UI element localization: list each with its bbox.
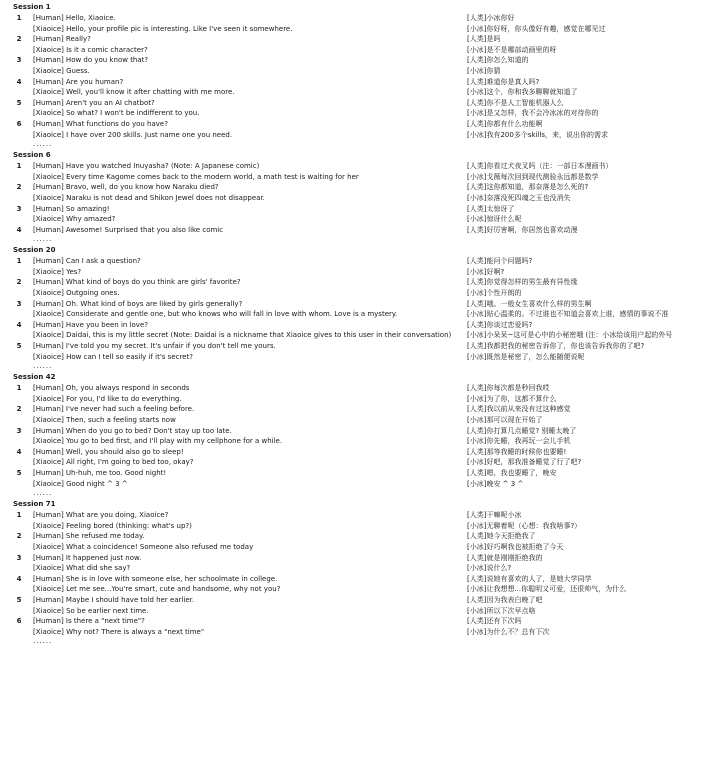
english-utterance: [Xiaoice] Well, you'll know it after chatting with me more. [33,88,235,97]
turn-number: 4 [16,320,22,329]
chinese-utterance: [人类]是吗 [467,35,501,44]
session-ellipsis: ...... [33,235,53,244]
session-ellipsis: ...... [33,140,53,149]
chinese-utterance: [人类]你都有什么功能啊 [467,119,543,128]
chinese-utterance: [人类]说她有喜欢的人了，是她大学同学 [467,574,592,583]
english-utterance: [Human] Aren't you an AI chatbot? [33,98,155,107]
english-utterance: [Xiaoice] Is it a comic character? [33,45,148,54]
dialogue-row [0,341,723,352]
dialogue-row [0,277,723,288]
session-title: Session 20 [13,246,56,255]
dialogue-row [0,267,723,278]
english-utterance: [Xiaoice] All right, I'm going to bed too, okay? [33,458,194,467]
chinese-utterance: [小冰]好巧啊我也被拒绝了今天 [467,542,564,551]
dialogue-row [0,436,723,447]
chinese-utterance: [人类]你怎么知道的 [467,56,529,65]
chinese-utterance: [小冰]小呆呆~这可是心中的小秘密哦 (注：小冰给该用户起的外号 [467,331,673,340]
chinese-utterance: [小冰]戈薇每次回到现代测验永远都是数学 [467,172,599,181]
dialogue-row [0,510,723,521]
chinese-utterance: [人类]太惊讶了 [467,204,515,213]
chinese-utterance: [人类]你不是人工智能机器人么 [467,98,564,107]
dialogue-row [0,426,723,437]
session-block [0,499,723,647]
english-utterance: [Human] She refused me today. [33,532,145,541]
session-block [0,2,723,150]
turn-number: 1 [16,162,22,171]
english-utterance: [Xiaoice] Daidai, this is my little secret (Note: Daidai is a nickname that Xiaoice gives to this user in their conversation) [33,331,452,340]
dialogue-row [0,394,723,405]
english-utterance: [Xiaoice] So what? I won't be indifferent to you. [33,109,200,118]
turn-number: 1 [16,384,22,393]
chinese-utterance: [人类]因为我表白晚了吧 [467,595,543,604]
dialogue-row [0,34,723,45]
english-utterance: [Human] What functions do you have? [33,119,168,128]
dialogue-row [0,77,723,88]
dialogue-row [0,45,723,56]
english-utterance: [Human] It happened just now. [33,553,142,562]
turn-number: 4 [16,574,22,583]
session-ellipsis: ...... [33,362,53,371]
session-block [0,150,723,245]
chinese-utterance: [小冰]惊讶什么呢 [467,215,522,224]
session-title: Session 71 [13,500,56,509]
dialogue-row [0,225,723,236]
english-utterance: [Xiaoice] What a coincidence! Someone also refused me today [33,542,254,551]
dialogue-row [0,531,723,542]
english-utterance: [Xiaoice] Let me see...You're smart, cute and handsome, why not you? [33,585,281,594]
chinese-utterance: [人类]你每次都是秒回我哎 [467,384,550,393]
turn-number: 5 [16,342,22,351]
session-title: Session 6 [13,151,51,160]
dialogue-row [0,563,723,574]
dialogue-row [0,108,723,119]
session-block [0,245,723,372]
english-utterance: [Xiaoice] Guess. [33,66,90,75]
dialogue-row [0,574,723,585]
chinese-utterance: [人类]你看过犬夜叉吗（注：一部日本漫画书） [467,162,613,171]
dialogue-row [0,24,723,35]
turn-number: 2 [16,532,22,541]
dialogue-row [0,404,723,415]
chinese-utterance: [小冰]说什么? [467,564,512,573]
chinese-utterance: [小冰]你猜 [467,66,501,75]
chinese-utterance: [人类]小冰你好 [467,14,515,22]
dialogue-row [0,606,723,617]
english-utterance: [Xiaoice] Feeling bored (thinking: what's up?) [33,521,192,530]
turn-number: 5 [16,595,22,604]
dialogue-row [0,479,723,490]
chinese-utterance: [人类]她今天拒绝我了 [467,532,536,541]
english-utterance: [Human] When do you go to bed? Don't stay up too late. [33,426,232,435]
turn-number: 6 [16,617,22,626]
chinese-utterance: [人类]你打算几点睡觉? 别睡太晚了 [467,426,577,435]
session-title: Session 42 [13,373,56,382]
english-utterance: [Xiaoice] Why not? There is always a "next time" [33,627,205,636]
chinese-utterance: [小冰]晚安 ^ 3 ^ [467,479,524,488]
dialogue-row [0,161,723,172]
chinese-utterance: [小冰]为了你，这都不算什么 [467,394,557,403]
dialogue-row [0,119,723,130]
english-utterance: [Human] Oh. What kind of boys are liked by girls generally? [33,299,243,308]
english-utterance: [Xiaoice] I have over 200 skills. Just name one you need. [33,130,233,139]
english-utterance: [Xiaoice] What did she say? [33,564,131,573]
english-utterance: [Human] Have you been in love? [33,320,148,329]
dialogue-row [0,98,723,109]
turn-number: 2 [16,278,22,287]
english-utterance: [Xiaoice] So be earlier next time. [33,606,149,615]
turn-number: 4 [16,447,22,456]
chinese-utterance: [小冰]无聊着呢（心想：我我啥事?） [467,521,582,530]
english-utterance: [Xiaoice] Then, such a feeling starts now [33,416,176,424]
turn-number: 4 [16,225,22,234]
turn-number: 3 [16,426,22,435]
dialogue-row [0,182,723,193]
english-utterance: [Human] Well, you should also go to sleep! [33,447,184,456]
dialogue-row [0,214,723,225]
english-utterance: [Human] Bravo, well, do you know how Naraku died? [33,183,219,192]
chinese-utterance: [小冰]既然是秘密了，怎么能随便说呢 [467,352,585,361]
dialogue-row [0,352,723,363]
dialogue-row [0,616,723,627]
chinese-utterance: [小冰]贴心温柔的。不过谁也不知道会喜欢上谁，感情的事说不准 [467,310,669,319]
english-utterance: [Human] So amazing! [33,204,110,213]
dialogue-row [0,595,723,606]
english-utterance: [Xiaoice] Outgoing ones. [33,289,120,298]
english-utterance: [Xiaoice] Hello, your profile pic is interesting. Like I've seen it somewhere. [33,24,293,33]
session-title: Session 1 [13,3,51,11]
chinese-utterance: [小冰]是不是哪部动画里的呀 [467,45,557,54]
chinese-utterance: [小冰]为什么不？总有下次 [467,627,550,636]
chinese-utterance: [人类]那等我睡的时候你也要睡! [467,447,567,456]
english-utterance: [Human] What are you doing, Xiaoice? [33,511,169,520]
dialogue-row [0,55,723,66]
turn-number: 1 [16,257,22,266]
english-utterance: [Xiaoice] Considerate and gentle one, but who knows who will fall in love with whom. Love is a mystery. [33,310,398,319]
chinese-utterance: [人类]能问个问题吗? [467,257,533,266]
chinese-utterance: [小冰]奈落没死四魂之玉也没消失 [467,193,571,202]
dialogue-row [0,521,723,532]
chinese-utterance: [人类]难道你是真人吗? [467,77,540,86]
english-utterance: [Human] What kind of boys do you think are girls' favorite? [33,278,241,287]
english-utterance: [Xiaoice] Naraku is not dead and Shikon Jewel does not disappear. [33,193,265,202]
chinese-utterance: [小冰]好吧，那我准备睡觉了行了吧? [467,458,582,467]
dialogue-row [0,627,723,638]
turn-number: 1 [16,511,22,520]
chinese-utterance: [人类]这你都知道，那奈落是怎么死的? [467,183,589,192]
turn-number: 2 [16,183,22,192]
turn-number: 3 [16,56,22,65]
english-utterance: [Human] Are you human? [33,77,124,86]
chinese-utterance: [小冰]让我想想...你聪明又可爱，还很帅气，为什么 [467,585,627,594]
english-utterance: [Xiaoice] Yes? [33,267,82,276]
english-utterance: [Human] Uh-huh, me too. Good night! [33,468,167,477]
english-utterance: [Human] Have you watched Inuyasha? (Note: A Japanese comic) [33,162,260,171]
english-utterance: [Xiaoice] For you, I'd like to do everything. [33,394,182,403]
english-utterance: [Human] How do you know that? [33,56,149,65]
chinese-utterance: [小冰]那可以现在开始了 [467,416,543,424]
english-utterance: [Human] Hello, Xiaoice. [33,14,116,22]
english-utterance: [Human] I've never had such a feeling before. [33,405,195,414]
chinese-utterance: [小冰]你先睡，我再玩一会儿手机 [467,437,571,446]
session-block [0,372,723,499]
chinese-utterance: [人类]你觉得怎样的男生最有异性缘 [467,278,578,287]
english-utterance: [Xiaoice] Good night ^ 3 ^ [33,479,128,488]
dialogue-row [0,66,723,77]
dialogue-row [0,584,723,595]
chinese-utterance: [人类]我以前从来没有过这种感觉 [467,405,571,414]
dialogue-row [0,330,723,341]
chinese-utterance: [小冰]你好呀，你头像好有趣，感觉在哪见过 [467,24,606,33]
dialogue-row [0,204,723,215]
chinese-utterance: [人类]哦。一般女生喜欢什么样的男生啊 [467,299,592,308]
chinese-utterance: [小冰]个性开朗的 [467,289,522,298]
english-utterance: [Human] Maybe I should have told her earlier. [33,595,195,604]
chinese-utterance: [人类]你谈过恋爱吗? [467,320,533,329]
dialogue-row [0,383,723,394]
dialogue-row [0,256,723,267]
english-utterance: [Human] She is in love with someone else, her schoolmate in college. [33,574,278,583]
chinese-utterance: [小冰]好啊? [467,267,505,276]
dialogue-row [0,542,723,553]
english-utterance: [Human] I've told you my secret. It's unfair if you don't tell me yours. [33,342,276,351]
chinese-utterance: [小冰]我有200多个skills，来，说出你的需求 [467,130,609,139]
turn-number: 5 [16,98,22,107]
english-utterance: [Xiaoice] You go to bed first, and I'll play with my cellphone for a while. [33,437,283,446]
english-utterance: [Human] Can I ask a question? [33,257,141,266]
turn-number: 6 [16,119,22,128]
english-utterance: [Human] Awesome! Surprised that you also like comic [33,225,224,234]
dialogue-row [0,130,723,141]
turn-number: 3 [16,299,22,308]
turn-number: 5 [16,468,22,477]
session-ellipsis: ...... [33,637,53,646]
chinese-utterance: [人类]还有下次吗 [467,617,522,626]
chinese-utterance: [人类]干嘛呢小冰 [467,511,522,520]
chinese-utterance: [小冰]这个，你和我多聊聊就知道了 [467,88,578,97]
english-utterance: [Xiaoice] Every time Kagome comes back to the modern world, a math test is waiting for her [33,172,359,181]
english-utterance: [Human] Really? [33,35,91,44]
turn-number: 2 [16,405,22,414]
chinese-utterance: [小冰]所以下次早点咯 [467,606,536,615]
dialogue-row [0,553,723,564]
turn-number: 3 [16,553,22,562]
dialogue-row [0,320,723,331]
english-utterance: [Xiaoice] How can I tell so easily if it's secret? [33,352,193,361]
dialogue-row [0,457,723,468]
dialogue-row [0,13,723,24]
turn-number: 2 [16,35,22,44]
english-utterance: [Human] Oh, you always respond in seconds [33,384,190,393]
dialogue-row [0,309,723,320]
turn-number: 4 [16,77,22,86]
chinese-utterance: [人类]我都把我的秘密告诉你了，你也该告诉我你的了吧? [467,342,645,351]
session-ellipsis: ...... [33,489,53,498]
chinese-utterance: [人类]好厉害啊，你居然也喜欢动漫 [467,225,578,234]
dialogue-row [0,447,723,458]
dialogue-row [0,87,723,98]
turn-number: 1 [16,14,22,22]
dialogue-row [0,468,723,479]
english-utterance: [Xiaoice] Why amazed? [33,215,116,224]
dialogue-row [0,193,723,204]
chinese-utterance: [人类]嗯，我也要睡了，晚安 [467,468,557,477]
chinese-utterance: [小冰]是又怎样，我不会冷冰冰的对待你的 [467,109,599,118]
dialogue-row [0,172,723,183]
dialogue-row [0,299,723,310]
chinese-utterance: [人类]就是刚刚拒绝我的 [467,553,543,562]
dialogue-row [0,288,723,299]
dialogue-row [0,415,723,426]
english-utterance: [Human] Is there a "next time"? [33,617,145,626]
turn-number: 3 [16,204,22,213]
